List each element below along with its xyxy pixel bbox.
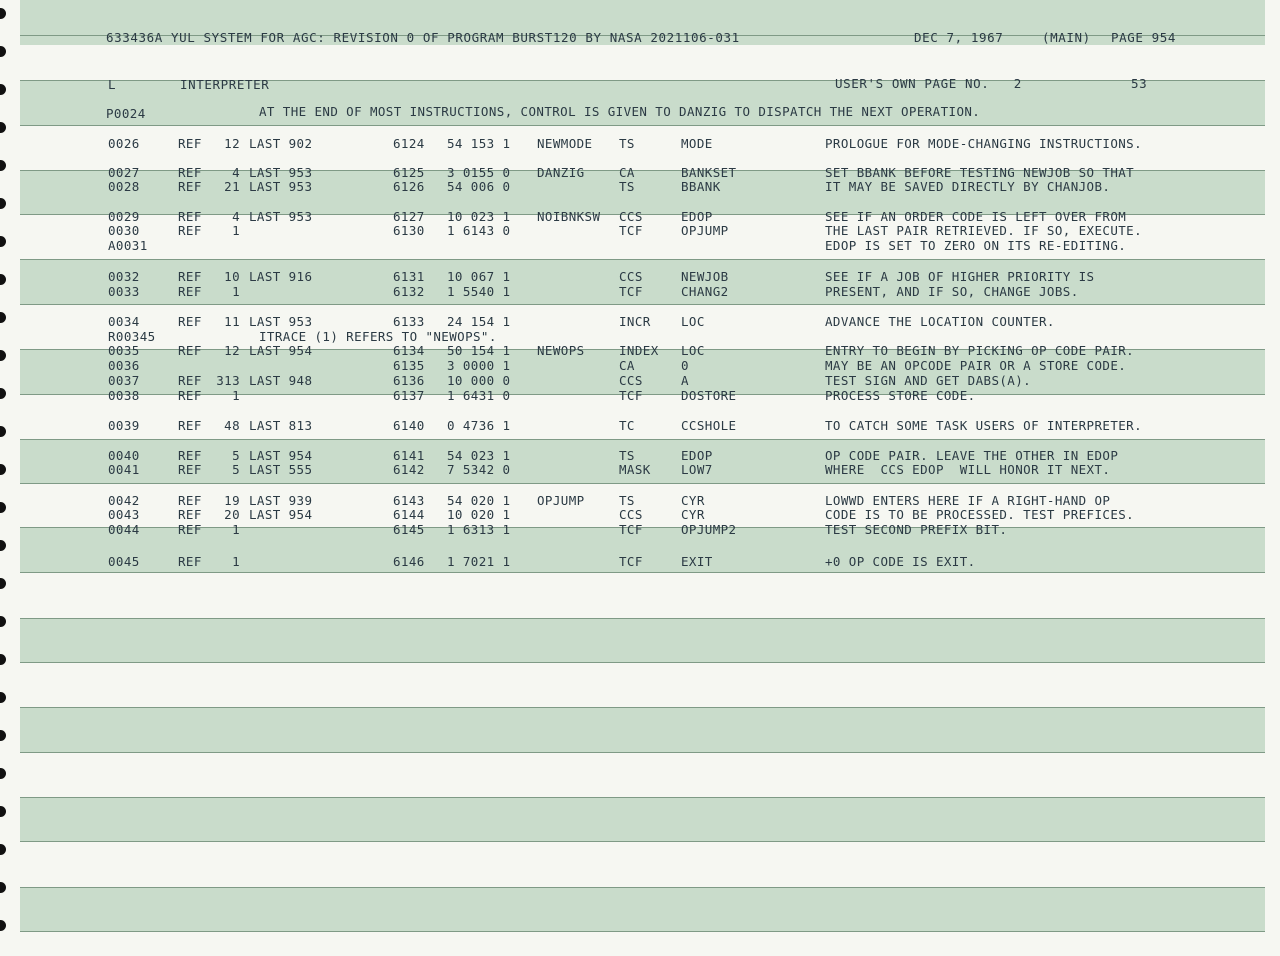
subheader-user-page: USER'S OWN PAGE NO. 2 <box>835 76 1022 91</box>
opcode: TCF <box>619 522 643 537</box>
opcode: TS <box>619 179 635 194</box>
ref-count: 1 <box>232 284 240 299</box>
octal-code: 3 0000 1 <box>447 358 511 373</box>
last-ref: LAST 948 <box>249 373 313 388</box>
opcode: TS <box>619 136 635 151</box>
line-number: 0038 <box>108 388 140 403</box>
opcode: INDEX <box>619 343 659 358</box>
comment: IT MAY BE SAVED DIRECTLY BY CHANJOB. <box>825 179 1111 194</box>
octal-code: 1 7021 1 <box>447 554 511 569</box>
comment: WHERE CCS EDOP WILL HONOR IT NEXT. <box>825 462 1111 477</box>
operand: LOC <box>681 314 705 329</box>
octal-code: 50 154 1 <box>447 343 511 358</box>
operand: CCSHOLE <box>681 418 737 433</box>
opcode: TS <box>619 448 635 463</box>
address: 6126 <box>393 179 425 194</box>
operand: CYR <box>681 507 705 522</box>
octal-code: 54 023 1 <box>447 448 511 463</box>
octal-code: 1 6313 1 <box>447 522 511 537</box>
octal-code: 10 023 1 <box>447 209 511 224</box>
address: 6146 <box>393 554 425 569</box>
line-number: 0027 <box>108 165 140 180</box>
ref-flag: REF <box>178 314 202 329</box>
subheader-left-marker: L <box>108 77 117 92</box>
opcode: CCS <box>619 507 643 522</box>
ref-flag: REF <box>178 493 202 508</box>
octal-code: 10 020 1 <box>447 507 511 522</box>
operand: A <box>681 373 689 388</box>
opcode: TCF <box>619 223 643 238</box>
ref-count: 4 <box>232 165 240 180</box>
ref-count: 10 <box>224 269 240 284</box>
ref-count: 12 <box>224 343 240 358</box>
line-number: 0042 <box>108 493 140 508</box>
line-number: 0044 <box>108 522 140 537</box>
line-number: 0036 <box>108 358 140 373</box>
ref-count: 313 <box>216 373 240 388</box>
operand: OPJUMP2 <box>681 522 737 537</box>
last-ref: LAST 902 <box>249 136 313 151</box>
comment: EDOP IS SET TO ZERO ON ITS RE-EDITING. <box>825 238 1127 253</box>
header-date: DEC 7, 1967 <box>914 30 1004 45</box>
note-id: P0024 <box>106 106 146 121</box>
operand: EDOP <box>681 209 713 224</box>
ref-count: 1 <box>232 554 240 569</box>
ref-count: 1 <box>232 522 240 537</box>
operand: BANKSET <box>681 165 737 180</box>
last-ref: LAST 939 <box>249 493 313 508</box>
opcode: TCF <box>619 284 643 299</box>
opcode: CCS <box>619 209 643 224</box>
comment: SEE IF A JOB OF HIGHER PRIORITY IS <box>825 269 1095 284</box>
line-number: 0040 <box>108 448 140 463</box>
ref-flag: REF <box>178 269 202 284</box>
ref-count: 11 <box>224 314 240 329</box>
operand: CYR <box>681 493 705 508</box>
octal-code: 3 0155 0 <box>447 165 511 180</box>
address: 6125 <box>393 165 425 180</box>
comment: SEE IF AN ORDER CODE IS LEFT OVER FROM <box>825 209 1127 224</box>
operand: 0 <box>681 358 689 373</box>
last-ref: LAST 953 <box>249 209 313 224</box>
line-number: R00345 <box>108 329 156 344</box>
ref-count: 48 <box>224 418 240 433</box>
symbol-label: NOIBNKSW <box>537 209 601 224</box>
address: 6136 <box>393 373 425 388</box>
last-ref: LAST 916 <box>249 269 313 284</box>
operand: BBANK <box>681 179 721 194</box>
subheader-code: 53 <box>1131 76 1148 91</box>
ref-count: 19 <box>224 493 240 508</box>
line-number: 0037 <box>108 373 140 388</box>
octal-code: 1 6431 0 <box>447 388 511 403</box>
comment: PROCESS STORE CODE. <box>825 388 976 403</box>
last-ref: LAST 954 <box>249 448 313 463</box>
ref-count: 4 <box>232 209 240 224</box>
comment: OP CODE PAIR. LEAVE THE OTHER IN EDOP <box>825 448 1119 463</box>
operand: OPJUMP <box>681 223 729 238</box>
comment: TEST SECOND PREFIX BIT. <box>825 522 1008 537</box>
symbol-label: NEWMODE <box>537 136 593 151</box>
address: 6130 <box>393 223 425 238</box>
comment: LOWWD ENTERS HERE IF A RIGHT-HAND OP <box>825 493 1111 508</box>
line-number: 0029 <box>108 209 140 224</box>
line-number: 0033 <box>108 284 140 299</box>
opcode: CA <box>619 358 635 373</box>
header-mode: (MAIN) <box>1042 30 1091 45</box>
symbol-label: DANZIG <box>537 165 585 180</box>
address: 6143 <box>393 493 425 508</box>
address: 6142 <box>393 462 425 477</box>
line-number: 0026 <box>108 136 140 151</box>
octal-code: 10 000 0 <box>447 373 511 388</box>
line-number: 0030 <box>108 223 140 238</box>
line-number: 0039 <box>108 418 140 433</box>
ref-flag: REF <box>178 136 202 151</box>
line-number: 0045 <box>108 554 140 569</box>
comment: CODE IS TO BE PROCESSED. TEST PREFICES. <box>825 507 1135 522</box>
line-number: 0035 <box>108 343 140 358</box>
last-ref: LAST 954 <box>249 343 313 358</box>
address: 6145 <box>393 522 425 537</box>
symbol-label: NEWOPS <box>537 343 585 358</box>
address: 6133 <box>393 314 425 329</box>
ref-flag: REF <box>178 448 202 463</box>
ref-flag: REF <box>178 522 202 537</box>
ref-count: 20 <box>224 507 240 522</box>
opcode: CCS <box>619 269 643 284</box>
opcode: TC <box>619 418 635 433</box>
address: 6131 <box>393 269 425 284</box>
ref-flag: REF <box>178 343 202 358</box>
ref-count: 12 <box>224 136 240 151</box>
opcode: CA <box>619 165 635 180</box>
octal-code: 54 153 1 <box>447 136 511 151</box>
line-number: A0031 <box>108 238 148 253</box>
ref-flag: REF <box>178 418 202 433</box>
opcode: TS <box>619 493 635 508</box>
operand: EDOP <box>681 448 713 463</box>
ref-flag: REF <box>178 165 202 180</box>
operand: EXIT <box>681 554 713 569</box>
ref-flag: REF <box>178 209 202 224</box>
operand: LOW7 <box>681 462 713 477</box>
opcode: INCR <box>619 314 651 329</box>
comment: ENTRY TO BEGIN BY PICKING OP CODE PAIR. <box>825 343 1135 358</box>
ref-count: 5 <box>232 462 240 477</box>
header-job-title: 633436A YUL SYSTEM FOR AGC: REVISION 0 OF PROGRAM BURST120 BY NASA 2021106-031 <box>106 30 740 45</box>
octal-code: 24 154 1 <box>447 314 511 329</box>
ref-flag: REF <box>178 507 202 522</box>
address: 6134 <box>393 343 425 358</box>
comment: TO CATCH SOME TASK USERS OF INTERPRETER. <box>825 418 1143 433</box>
ref-count: 1 <box>232 388 240 403</box>
comment: +0 OP CODE IS EXIT. <box>825 554 976 569</box>
comment: SET BBANK BEFORE TESTING NEWJOB SO THAT <box>825 165 1135 180</box>
ref-flag: REF <box>178 388 202 403</box>
address: 6140 <box>393 418 425 433</box>
octal-code: 10 067 1 <box>447 269 511 284</box>
last-ref: LAST 953 <box>249 314 313 329</box>
symbol-label: OPJUMP <box>537 493 585 508</box>
address: 6135 <box>393 358 425 373</box>
address: 6141 <box>393 448 425 463</box>
last-ref: LAST 953 <box>249 179 313 194</box>
octal-code: 1 5540 1 <box>447 284 511 299</box>
ref-flag: REF <box>178 223 202 238</box>
operand: LOC <box>681 343 705 358</box>
octal-code: 1 6143 0 <box>447 223 511 238</box>
last-ref: LAST 555 <box>249 462 313 477</box>
opcode: CCS <box>619 373 643 388</box>
opcode: MASK <box>619 462 651 477</box>
comment: TEST SIGN AND GET DABS(A). <box>825 373 1032 388</box>
opcode: TCF <box>619 388 643 403</box>
comment: MAY BE AN OPCODE PAIR OR A STORE CODE. <box>825 358 1127 373</box>
trace-remark: ITRACE (1) REFERS TO "NEWOPS". <box>259 329 497 344</box>
operand: DOSTORE <box>681 388 737 403</box>
operand: NEWJOB <box>681 269 729 284</box>
ref-count: 21 <box>224 179 240 194</box>
last-ref: LAST 953 <box>249 165 313 180</box>
last-ref: LAST 954 <box>249 507 313 522</box>
ref-count: 5 <box>232 448 240 463</box>
octal-code: 54 020 1 <box>447 493 511 508</box>
octal-code: 54 006 0 <box>447 179 511 194</box>
last-ref: LAST 813 <box>249 418 313 433</box>
ref-flag: REF <box>178 554 202 569</box>
header-page-number: PAGE 954 <box>1111 30 1177 45</box>
line-number: 0032 <box>108 269 140 284</box>
address: 6144 <box>393 507 425 522</box>
address: 6137 <box>393 388 425 403</box>
note-text: AT THE END OF MOST INSTRUCTIONS, CONTROL IS GIVEN TO DANZIG TO DISPATCH THE NEXT OPERATION. <box>259 104 981 119</box>
ref-flag: REF <box>178 462 202 477</box>
address: 6127 <box>393 209 425 224</box>
ref-count: 1 <box>232 223 240 238</box>
comment: PROLOGUE FOR MODE-CHANGING INSTRUCTIONS. <box>825 136 1143 151</box>
comment: THE LAST PAIR RETRIEVED. IF SO, EXECUTE. <box>825 223 1143 238</box>
line-number: 0034 <box>108 314 140 329</box>
comment: PRESENT, AND IF SO, CHANGE JOBS. <box>825 284 1079 299</box>
operand: CHANG2 <box>681 284 729 299</box>
comment: ADVANCE THE LOCATION COUNTER. <box>825 314 1055 329</box>
ref-flag: REF <box>178 373 202 388</box>
line-number: 0041 <box>108 462 140 477</box>
ref-flag: REF <box>178 284 202 299</box>
subheader-title: INTERPRETER <box>180 77 270 92</box>
operand: MODE <box>681 136 713 151</box>
opcode: TCF <box>619 554 643 569</box>
line-number: 0028 <box>108 179 140 194</box>
ref-flag: REF <box>178 179 202 194</box>
octal-code: 7 5342 0 <box>447 462 511 477</box>
address: 6132 <box>393 284 425 299</box>
octal-code: 0 4736 1 <box>447 418 511 433</box>
line-number: 0043 <box>108 507 140 522</box>
address: 6124 <box>393 136 425 151</box>
